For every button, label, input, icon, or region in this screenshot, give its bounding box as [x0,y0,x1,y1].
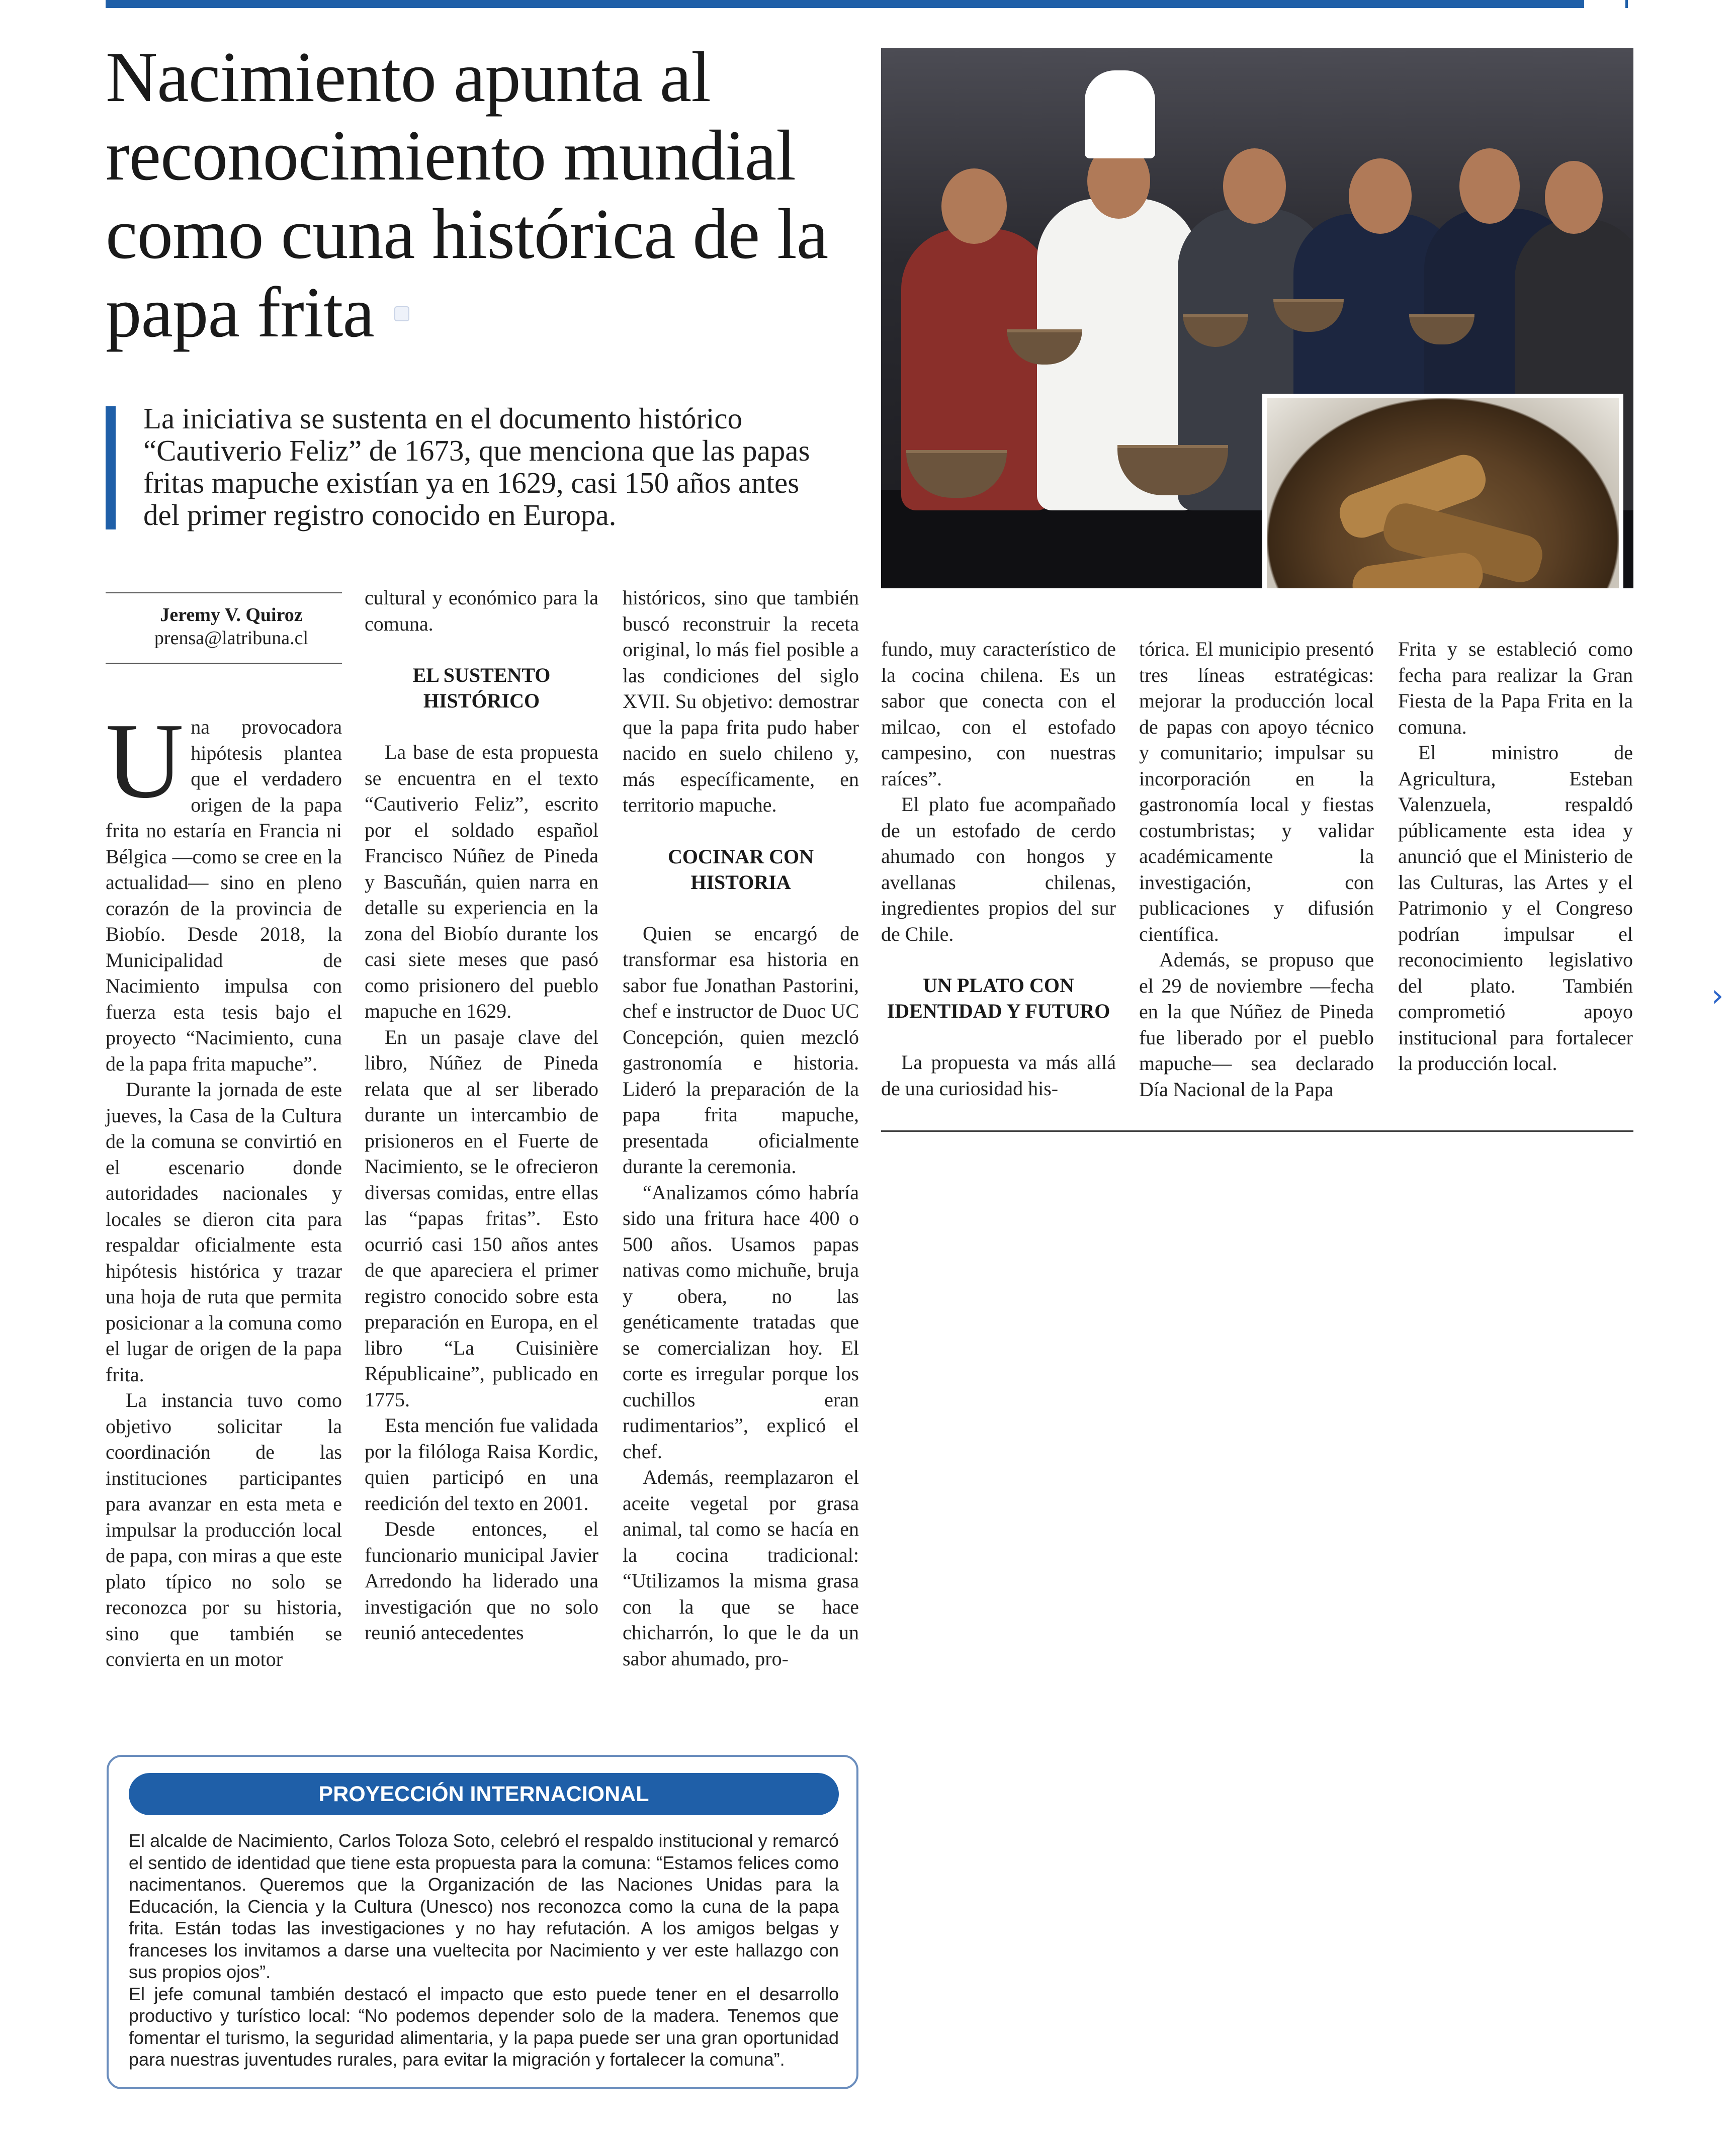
document-icon[interactable] [394,306,409,321]
article-column-4 [881,636,1116,1101]
paragraph: “Analizamos cómo habría sido una fritura hace 400 o 500 años. Usamos papas nativas como michuñe, bruja y obera, no las genéticamente tratadas que se comercializan hoy. El corte es irregular porque los cuchillos eran rudimentarios”, explicó el chef. [623,1181,859,1463]
photo-fries [1350,550,1485,588]
article-headline [106,38,860,351]
paragraph: El alcalde de Nacimiento, Carlos Toloza Soto, celebró el respaldo institucional y remarcó el sentido de identidad que tiene esta propuesta para la comuna: “Estamos felices como nacimentanos. Queremos que la Organización de las Naciones Unidas para la Educación, la Ciencia y la Cultura (Unesco) nos reconozca como la cuna de la papa frita. Están todas las investigaciones y no hay refutación. A los amigos belgas y franceses los invitamos a darse una vueltecita por Nacimiento y ver este hallazgo con sus propios ojos”. [129,1830,839,1982]
lead-accent-bar [106,406,116,529]
top-accent-tick [1625,0,1628,8]
paragraph: El plato fue acompañado de un estofado de cerdo ahumado con hongos y avellanas chilenas, ingredientes propios del sur de Chile. [881,793,1116,945]
column-end-rule [881,1130,1633,1132]
author-name: Jeremy V. Quiroz [160,604,303,626]
paragraph: La instancia tuvo como objetivo solicitar la coordinación de las instituciones participantes para avanzar en esta meta e impulsar la producción local de papa, con miras a que este plato típico no solo se reconozca por su historia, sino que también se convierta en un motor [106,1389,342,1670]
article-lead: La iniciativa se sustenta en el documento histórico “Cautiverio Feliz” de 1673, que menciona que las papas fritas mapuche existían ya en 1629, casi 150 años antes del primer registro conocido en Europa. [143,402,810,531]
headline-text: Nacimiento apunta al reconocimiento mundial como cuna histórica de la papa frita [106,37,828,352]
subheading: COCINAR CON HISTORIA [668,845,814,894]
papa-frita-inset-photo [1262,394,1623,588]
article-column-3 [623,585,859,1671]
article-column-5 [1139,636,1374,1102]
paragraph: Desde entonces, el funcionario municipal Javier Arredondo ha liderado una investigación que no solo reunió antecedentes [365,1518,598,1644]
subheading: UN PLATO CON IDENTIDAD Y FUTURO [887,974,1110,1022]
paragraph: La propuesta va más allá de una curiosidad his- [881,1051,1116,1100]
paragraph: La base de esta propuesta se encuentra en el texto “Cautiverio Feliz”, escrito por el soldado español Francisco Núñez de Pineda y Bascuñán, quien narra en detalle su experiencia en la zona del Biobío durante los casi siete meses que pasó como prisionero del pueblo mapuche en 1629. [365,741,598,1022]
photo-head [1223,148,1286,224]
paragraph: históricos, sino que también buscó reconstruir la receta original, lo más fiel posible a las condiciones del siglo XVII. Su objetivo: demostrar que la papa frita pudo haber nacido en suelo chileno y, más específicamente, en territorio mapuche. [623,586,859,816]
byline-rule-bottom [106,663,342,664]
paragraph: fundo, muy característico de la cocina chilena. Es un sabor que conecta con el milcao, con el estofado campesino, con nuestras raíces”. [881,638,1116,790]
chevron-right-icon[interactable]: › [1711,977,1724,1014]
photo-head [941,168,1007,244]
paragraph: Además, se propuso que el 29 de noviembre —fecha en la que Núñez de Pineda fue liberado por el pueblo mapuche— sea declarado Día Nacional de la Papa [1139,948,1374,1101]
chef-hat [1085,70,1155,158]
paragraph: En un pasaje clave del libro, Núñez de Pineda relata que al ser liberado durante un intercambio de prisioneros en el Fuerte de Nacimiento, se le ofrecieron diversas comidas, entre ellas las “papas fritas”. Esto ocurrió casi 150 años antes de que apareciera el primer registro conocido sobre esta preparación en Europa, en el libro “La Cuisinière Républicaine”, publicado en 1775. [365,1025,598,1411]
paragraph [106,700,342,1077]
article-photo [881,48,1633,588]
drop-cap: U [106,700,184,821]
sidebar-box [107,1755,858,2089]
photo-head [1545,161,1603,234]
byline-rule-top [106,592,342,593]
article-column-1 [106,700,342,1672]
top-accent-bar [106,0,1584,8]
byline [136,603,327,650]
paragraph: Frita y se estableció como fecha para realizar la Gran Fiesta de la Papa Frita en la comuna. [1398,638,1633,738]
paragraph: tórica. El municipio presentó tres líneas estratégicas: mejorar la producción local de papas con apoyo técnico y comunitario; impulsar su incorporación en la gastronomía local y fiestas costumbristas; y validar académicamente la investigación, con publicaciones y difusión científica. [1139,638,1374,945]
paragraph: El jefe comunal también destacó el impacto que esto puede tener en el desarrollo productivo y turístico local: “No podemos depender solo de la madera. Tenemos que fomentar el turismo, la seguridad alimentaria, y la papa puede ser una gran oportunidad para nuestras juventudes rurales, para evitar la migración y fortalecer la comuna”. [129,1983,839,2070]
paragraph: Quien se encargó de transformar esa historia en sabor fue Jonathan Pastorini, chef e instructor de Duoc UC Concepción, quien mezcló gastronomía e historia. Lideró la preparación de la papa frita mapuche, presentada oficialmente durante la ceremonia. [623,922,859,1178]
paragraph: Además, reemplazaron el aceite vegetal por grasa animal, tal como se hacía en la cocina tradicional: “Utilizamos la misma grasa con la que se hace chicharrón, lo que le da un sabor ahumado, pro- [623,1466,859,1670]
photo-head [1349,158,1412,234]
sidebar-box-body [129,1830,839,2071]
author-email[interactable]: prensa@latribuna.cl [154,628,309,649]
paragraph-text: na provocadora hipótesis plantea que el verdadero origen de la papa frita no estaría en Francia ni Bélgica —como se cree en la actualidad— sino en pleno corazón de la provincia de Biobío. Desde 2018, la Municipalidad de Nacimiento impulsa con fuerza esta tesis bajo el proyecto “Nacimiento, cuna de la papa frita mapuche”. [106,716,342,1075]
sidebar-box-title: PROYECCIÓN INTERNACIONAL [129,1773,839,1815]
photo-head [1459,148,1520,224]
article-column-2 [365,585,598,1646]
paragraph: Durante la jornada de este jueves, la Casa de la Cultura de la comuna se convirtió en el escenario donde autoridades nacionales y locales se dieron cita para respaldar oficialmente esta hipótesis histórica y trazar una hoja de ruta que permita posicionar a la comuna como el lugar de origen de la papa frita. [106,1078,342,1386]
paragraph: Esta mención fue validada por la filóloga Raisa Kordic, quien participó en una reedición del texto en 2001. [365,1414,598,1515]
article-column-6 [1398,636,1633,1077]
paragraph: cultural y económico para la comuna. [365,586,598,635]
paragraph: El ministro de Agricultura, Esteban Valenzuela, respaldó públicamente esta idea y anunció que el Ministerio de las Culturas, las Artes y el Patrimonio y el Congreso podrían impulsar el reconocimiento legislativo del plato. También comprometió apoyo institucional para fortalecer la producción local. [1398,741,1633,1075]
subheading: EL SUSTENTO HISTÓRICO [412,664,551,712]
